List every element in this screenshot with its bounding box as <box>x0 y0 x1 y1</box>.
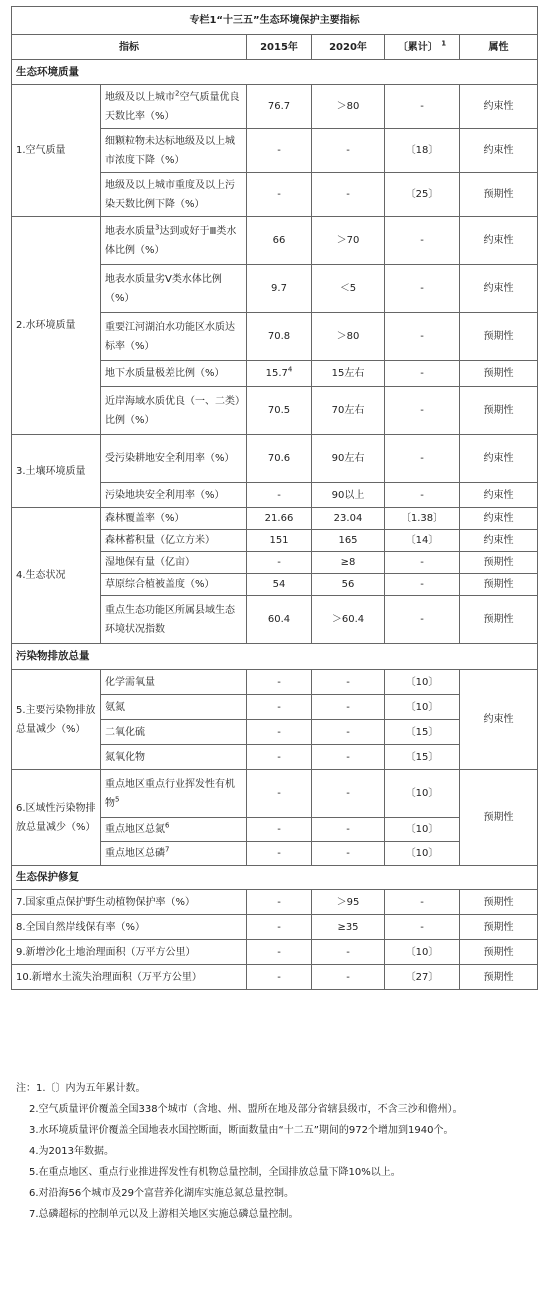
value-2020: ＞80 <box>312 313 385 361</box>
value-cumulative: - <box>385 265 460 313</box>
value-2015: 70.8 <box>247 313 312 361</box>
value-attribute: 预期性 <box>460 596 538 644</box>
indicator-name: 地表水质量劣Ⅴ类水体比例（%） <box>101 265 247 313</box>
group-eco: 4.生态状况 <box>12 508 101 644</box>
footnote: 4.为2013年数据。 <box>29 1146 114 1157</box>
indicator-name: 地级及以上城市重度及以上污染天数比例下降（%） <box>101 173 247 217</box>
indicator-name: 重点地区总氮$^6$ <box>101 818 247 842</box>
value-2015: - <box>247 745 312 770</box>
value-attribute: 预期性 <box>460 574 538 596</box>
table-row <box>12 965 538 990</box>
value-2015: - <box>247 552 312 574</box>
value-attribute: 约束性 <box>460 530 538 552</box>
value-cumulative: 〔10〕 <box>385 842 460 866</box>
group-regional: 6.区域性污染物排放总量减少（%） <box>12 770 101 866</box>
value-2020: - <box>312 818 385 842</box>
value-attribute: 预期性 <box>460 770 538 866</box>
value-2020: ＞60.4 <box>312 596 385 644</box>
value-2015: 21.66 <box>247 508 312 530</box>
value-cumulative: 〔15〕 <box>385 720 460 745</box>
value-2015: - <box>247 890 312 915</box>
table-row <box>12 890 538 915</box>
value-cumulative: - <box>385 217 460 265</box>
indicator-name: 受污染耕地安全利用率（%） <box>101 435 247 483</box>
table-row <box>12 435 538 483</box>
footnote: 5.在重点地区、重点行业推进挥发性有机物总量控制，全国排放总量下降10%以上。 <box>29 1167 401 1178</box>
value-cumulative: - <box>385 313 460 361</box>
value-2015: - <box>247 818 312 842</box>
section-pollutant: 污染物排放总量 <box>12 644 538 670</box>
value-attribute: 预期性 <box>460 552 538 574</box>
footnotes <box>16 1078 536 1225</box>
value-cumulative: 〔10〕 <box>385 818 460 842</box>
value-attribute: 约束性 <box>460 85 538 129</box>
value-2020: - <box>312 965 385 990</box>
value-2020: ＜5 <box>312 265 385 313</box>
value-attribute: 约束性 <box>460 483 538 508</box>
value-2015: 9.7 <box>247 265 312 313</box>
value-2015: 76.7 <box>247 85 312 129</box>
value-cumulative: 〔27〕 <box>385 965 460 990</box>
value-cumulative: 〔18〕 <box>385 129 460 173</box>
indicator-name: 地表水质量$^3$达到或好于Ⅲ类水体比例（%） <box>101 217 247 265</box>
indicator-name: 7.国家重点保护野生动植物保护率（%） <box>12 890 247 915</box>
table-title-row <box>12 7 538 35</box>
value-2015: - <box>247 965 312 990</box>
value-cumulative: - <box>385 435 460 483</box>
value-attribute: 约束性 <box>460 265 538 313</box>
value-2020: 56 <box>312 574 385 596</box>
value-2020: 90左右 <box>312 435 385 483</box>
table-row <box>12 915 538 940</box>
value-2015: - <box>247 842 312 866</box>
indicator-name: 细颗粒物未达标地级及以上城市浓度下降（%） <box>101 129 247 173</box>
table-row <box>12 508 538 530</box>
value-2020: - <box>312 745 385 770</box>
header-2020: 2020年 <box>312 35 385 60</box>
indicator-name: 氨氮 <box>101 695 247 720</box>
value-attribute: 约束性 <box>460 435 538 483</box>
value-attribute: 预期性 <box>460 361 538 387</box>
value-attribute: 预期性 <box>460 915 538 940</box>
value-2015: - <box>247 770 312 818</box>
table-row <box>12 940 538 965</box>
section-row <box>12 866 538 890</box>
section-row <box>12 644 538 670</box>
value-cumulative: - <box>385 387 460 435</box>
value-cumulative: - <box>385 574 460 596</box>
value-cumulative: - <box>385 552 460 574</box>
value-2020: 15左右 <box>312 361 385 387</box>
indicator-name: 化学需氧量 <box>101 670 247 695</box>
table-row <box>12 770 538 818</box>
value-attribute: 预期性 <box>460 387 538 435</box>
value-2020: ＞95 <box>312 890 385 915</box>
group-major: 5.主要污染物排放总量减少（%） <box>12 670 101 770</box>
indicator-name: 重点生态功能区所属县域生态环境状况指数 <box>101 596 247 644</box>
indicator-name: 重点地区重点行业挥发性有机物$^5$ <box>101 770 247 818</box>
value-2020: ≥35 <box>312 915 385 940</box>
value-2020: ＞70 <box>312 217 385 265</box>
value-attribute: 预期性 <box>460 940 538 965</box>
value-2015: - <box>247 173 312 217</box>
value-2020: 165 <box>312 530 385 552</box>
value-2020: - <box>312 670 385 695</box>
footnote: 6.对沿海56个城市及29个富营养化湖库实施总氮总量控制。 <box>29 1188 294 1199</box>
indicator-name: 地下水质量极差比例（%） <box>101 361 247 387</box>
value-2020: 70左右 <box>312 387 385 435</box>
value-2015: - <box>247 695 312 720</box>
value-cumulative: 〔1.38〕 <box>385 508 460 530</box>
table-row <box>12 85 538 129</box>
group-air: 1.空气质量 <box>12 85 101 217</box>
value-2020: - <box>312 842 385 866</box>
group-soil: 3.土壤环境质量 <box>12 435 101 508</box>
header-indicator: 指标 <box>12 35 247 60</box>
indicator-name: 10.新增水土流失治理面积（万平方公里） <box>12 965 247 990</box>
value-cumulative: - <box>385 890 460 915</box>
value-2020: ＞80 <box>312 85 385 129</box>
header-2015: 2015年 <box>247 35 312 60</box>
header-cumulative: 〔累计〕 $^1$ <box>385 35 460 60</box>
value-cumulative: - <box>385 915 460 940</box>
value-2015: 70.5 <box>247 387 312 435</box>
header-row <box>12 35 538 60</box>
value-cumulative: 〔10〕 <box>385 670 460 695</box>
value-cumulative: 〔10〕 <box>385 770 460 818</box>
header-attribute: 属性 <box>460 35 538 60</box>
value-cumulative: 〔25〕 <box>385 173 460 217</box>
value-2020: 90以上 <box>312 483 385 508</box>
value-cumulative: - <box>385 85 460 129</box>
value-cumulative: 〔14〕 <box>385 530 460 552</box>
value-2015: - <box>247 915 312 940</box>
table-title: 专栏1“十三五”生态环境保护主要指标 <box>12 7 538 35</box>
value-2020: - <box>312 770 385 818</box>
indicator-name: 草原综合植被盖度（%） <box>101 574 247 596</box>
value-2015: 15.7$^4$ <box>247 361 312 387</box>
value-2015: - <box>247 940 312 965</box>
value-2020: - <box>312 129 385 173</box>
value-2015: - <box>247 720 312 745</box>
value-2015: 66 <box>247 217 312 265</box>
value-2015: 70.6 <box>247 435 312 483</box>
value-attribute: 预期性 <box>460 313 538 361</box>
footnote: 3.水环境质量评价覆盖全国地表水国控断面，断面数量由“十二五”期间的972个增加到1940个。 <box>29 1125 454 1136</box>
value-cumulative: - <box>385 361 460 387</box>
indicator-table <box>11 6 538 990</box>
value-attribute: 约束性 <box>460 670 538 770</box>
table-row <box>12 217 538 265</box>
indicator-name: 近岸海域水质优良（一、二类）比例（%） <box>101 387 247 435</box>
value-attribute: 约束性 <box>460 217 538 265</box>
indicator-name: 森林蓄积量（亿立方米） <box>101 530 247 552</box>
section-protection: 生态保护修复 <box>12 866 538 890</box>
footnote: 注：1.〔〕内为五年累计数。 <box>16 1083 146 1094</box>
indicator-name: 森林覆盖率（%） <box>101 508 247 530</box>
value-attribute: 预期性 <box>460 965 538 990</box>
indicator-name: 重要江河湖泊水功能区水质达标率（%） <box>101 313 247 361</box>
indicator-name: 氮氧化物 <box>101 745 247 770</box>
indicator-name: 湿地保有量（亿亩） <box>101 552 247 574</box>
value-2020: - <box>312 940 385 965</box>
value-2020: - <box>312 695 385 720</box>
section-ecology: 生态环境质量 <box>12 60 538 85</box>
indicator-name: 污染地块安全利用率（%） <box>101 483 247 508</box>
indicator-name: 9.新增沙化土地治理面积（万平方公里） <box>12 940 247 965</box>
value-2015: 60.4 <box>247 596 312 644</box>
value-cumulative: 〔10〕 <box>385 695 460 720</box>
value-2015: - <box>247 129 312 173</box>
section-row <box>12 60 538 85</box>
value-attribute: 预期性 <box>460 890 538 915</box>
indicator-name: 8.全国自然岸线保有率（%） <box>12 915 247 940</box>
value-2015: - <box>247 670 312 695</box>
value-2015: 54 <box>247 574 312 596</box>
table-row <box>12 670 538 695</box>
value-cumulative: 〔10〕 <box>385 940 460 965</box>
footnote: 7.总磷超标的控制单元以及上游相关地区实施总磷总量控制。 <box>29 1209 299 1220</box>
indicator-name: 二氧化硫 <box>101 720 247 745</box>
value-2020: - <box>312 720 385 745</box>
value-cumulative: 〔15〕 <box>385 745 460 770</box>
value-2015: 151 <box>247 530 312 552</box>
value-2020: 23.04 <box>312 508 385 530</box>
group-water: 2.水环境质量 <box>12 217 101 435</box>
footnote: 2.空气质量评价覆盖全国338个城市（含地、州、盟所在地及部分省辖县级市，不含三沙和儋州）。 <box>29 1104 463 1115</box>
indicator-name: 重点地区总磷$^7$ <box>101 842 247 866</box>
value-cumulative: - <box>385 596 460 644</box>
value-attribute: 约束性 <box>460 508 538 530</box>
value-2015: - <box>247 483 312 508</box>
value-attribute: 约束性 <box>460 129 538 173</box>
indicator-name: 地级及以上城市$^2$空气质量优良天数比率（%） <box>101 85 247 129</box>
value-2020: ≥8 <box>312 552 385 574</box>
value-cumulative: - <box>385 483 460 508</box>
value-2020: - <box>312 173 385 217</box>
value-attribute: 预期性 <box>460 173 538 217</box>
